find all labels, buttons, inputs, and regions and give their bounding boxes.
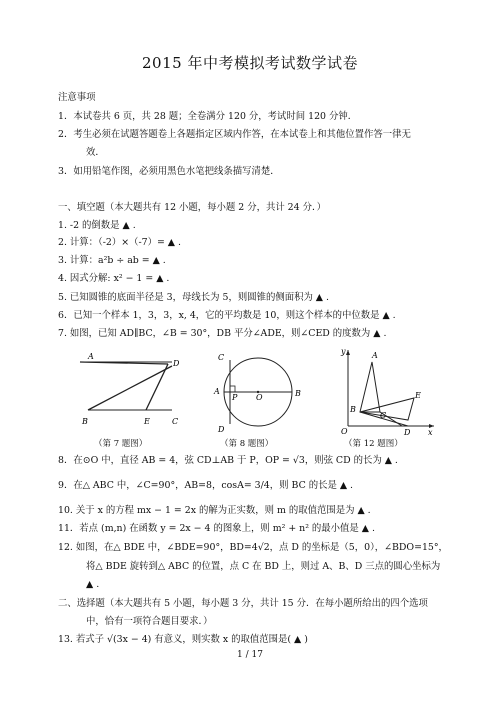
fig12-label-d: D (404, 428, 411, 436)
fig8-label-d: D (218, 425, 225, 434)
question-13: 13. 若式子 √(3x − 4) 有意义，则实数 x 的取值范围是( ▲ ) (58, 634, 308, 645)
fig12-label-c: C (380, 411, 387, 420)
section2-heading-cont: 中，恰有一项符合题目要求．） (86, 616, 213, 627)
notice-item-3: 3．如用铅笔作图，必须用黑色水笔把线条描写清楚． (58, 166, 280, 177)
question-1: 1. -2 的倒数是 ▲ . (58, 220, 136, 231)
question-8: 8．在⊙O 中，直径 AB = 4，弦 CD⊥AB 于 P，OP = √3，则弦 CD 的长为 ▲ . (58, 455, 398, 466)
question-11: 11．若点 (m,n) 在函数 y = 2x − 4 的图象上，则 m² + n² 的最小值是 ▲ . (58, 523, 375, 534)
figure-12-caption: （第 12 题图） (344, 439, 403, 449)
figure-8 (208, 348, 308, 434)
notice-item-2: 2．考生必须在试题答题卷上各题指定区域内作答，在本试卷上和其他位置作答一律无 (58, 129, 411, 140)
fig8-label-c: C (218, 353, 225, 362)
question-9: 9．在△ ABC 中，∠C=90°，AB=8，cosA= 3/4，则 BC 的长是 ▲ . (58, 480, 353, 491)
page-title: 2015 年中考模拟考试数学试卷 (142, 54, 358, 72)
question-10: 10. 关于 x 的方程 mx − 1 = 2x 的解为正实数，则 m 的取值范围是为 ▲ . (58, 505, 371, 516)
fig7-label-a: A (88, 352, 94, 361)
question-12-cont: 将△ BDE 旋转到△ ABC 的位置，点 C 在 BD 上，则过 A、B、D 三点的圆心坐标为 (86, 561, 441, 572)
fig12-label-o: O (341, 427, 348, 436)
question-6: 6．已知一个样本 1，3，3，x, 4，它的平均数是 10，则这个样本的中位数是 ▲ . (58, 310, 396, 321)
fig8-label-p: P (232, 393, 238, 402)
question-7: 7. 如图，已知 AD∥BC，∠B = 30°，DB 平分∠ADE，则∠CED 的度数为 ▲ . (58, 328, 387, 339)
fig7-label-d: D (173, 359, 180, 368)
fig7-label-c: C (172, 417, 179, 426)
figure-7-caption: （第 7 题图） (94, 439, 148, 449)
question-4: 4. 因式分解: x² − 1 = ▲ . (58, 273, 170, 284)
question-12: 12. 如图，在△ BDE 中，∠BDE=90°，BD=4√2，点 D 的坐标是（5，0），∠BDO=15°， (58, 542, 448, 553)
fig8-label-o: O (256, 393, 263, 402)
fig12-label-a: A (372, 351, 378, 360)
fig12-label-e: E (415, 391, 421, 400)
notice-item-2-cont: 效． (86, 147, 105, 158)
fig8-label-b: B (295, 389, 301, 398)
notice-item-1: 1．本试卷共 6 页，共 28 题；全卷满分 120 分，考试时间 120 分钟． (58, 111, 358, 122)
notice-heading: 注意事项 (58, 92, 96, 103)
question-2: 2. 计算：（-2）×（-7）= ▲ . (58, 237, 181, 248)
question-5: 5. 已知圆锥的底面半径是 3，母线长为 5，则圆锥的侧面积为 ▲ . (58, 292, 329, 303)
fig7-label-b: B (82, 417, 88, 426)
fig8-label-a: A (214, 387, 220, 396)
question-3: 3. 计算：a²b ÷ ab = ▲ . (58, 255, 166, 266)
section1-heading: 一、填空题（本大题共有 12 小题，每小题 2 分，共计 24 分．） (58, 202, 327, 213)
fig12-label-b: B (350, 405, 356, 414)
section2-heading: 二、选择题（本大题共有 5 小题，每小题 3 分，共计 15 分．在每小题所给出的四个选项 (58, 598, 428, 609)
fig12-label-y: y (341, 347, 346, 356)
page-number: 1 / 17 (237, 650, 263, 660)
question-12-answer: ▲ . (86, 579, 100, 590)
fig12-label-x: x (428, 428, 433, 436)
figure-12 (338, 346, 438, 436)
fig7-label-e: E (144, 417, 150, 426)
figure-8-caption: （第 8 题图） (220, 439, 274, 449)
figure-7 (60, 350, 190, 432)
